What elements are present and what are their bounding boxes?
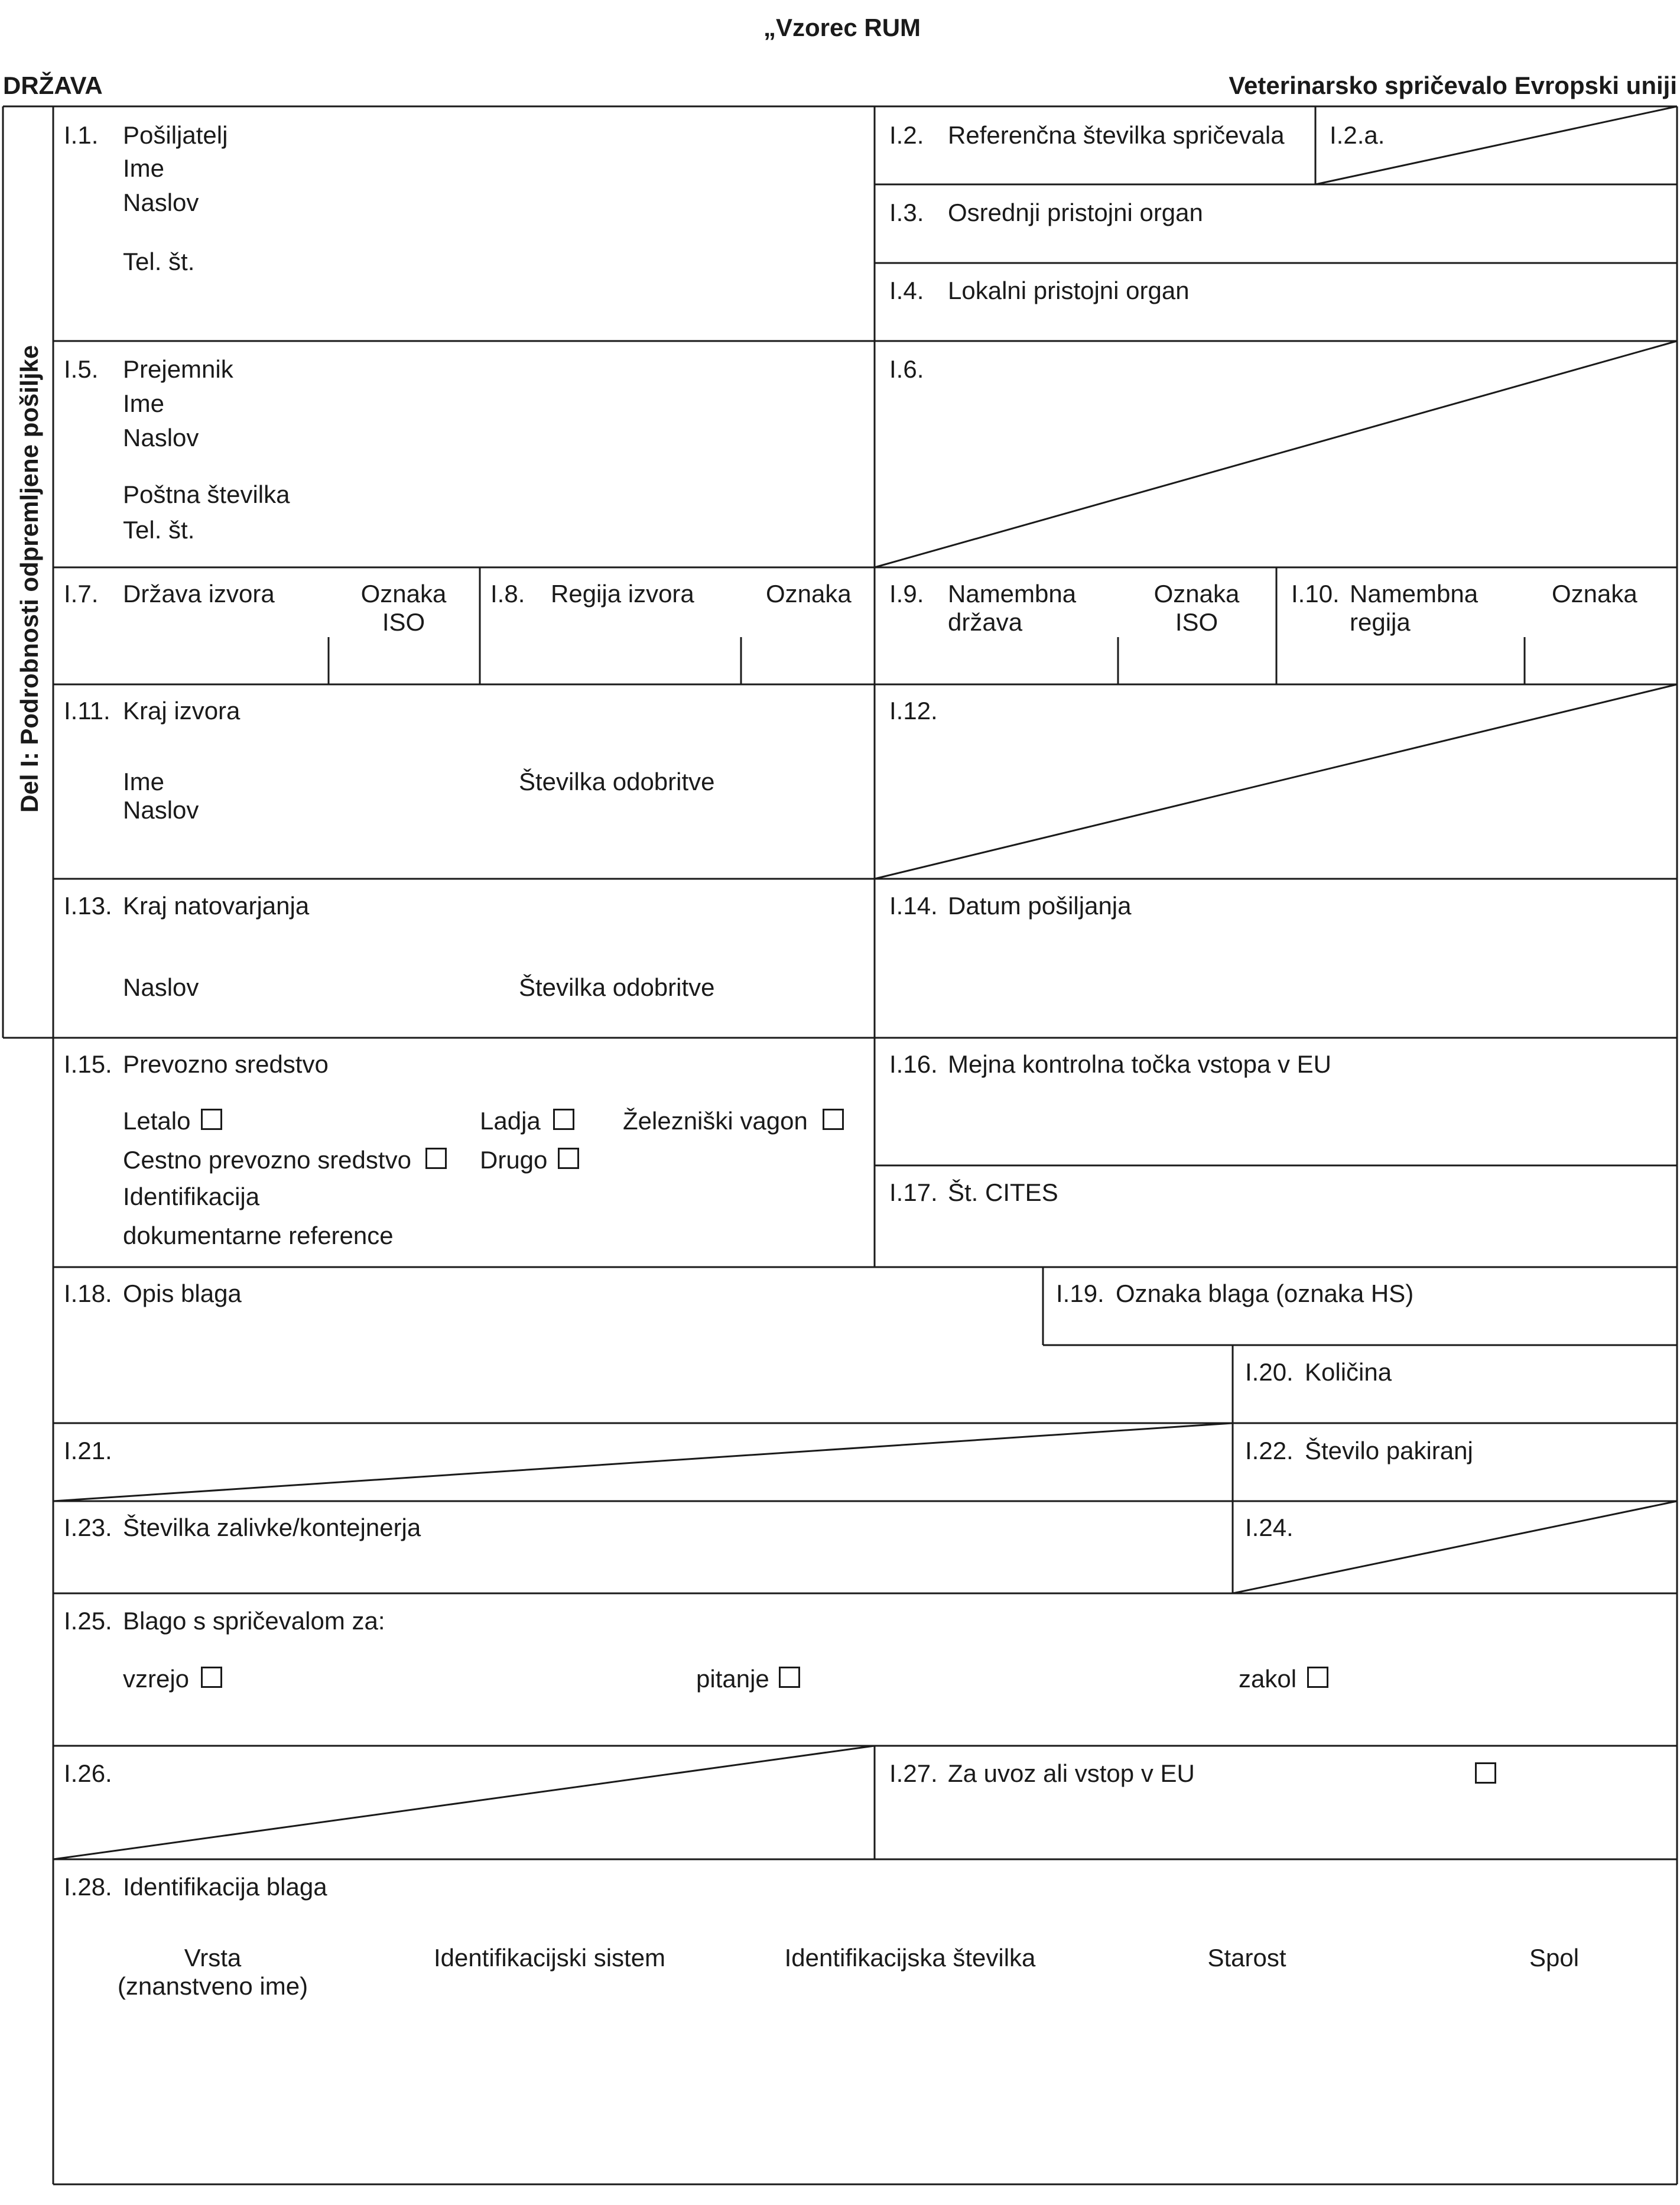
field-number: I.12. [889,697,938,725]
destination-country-label-2: država [948,608,1023,636]
iso-code-label: Oznaka [360,580,447,608]
commodity-description-label: Opis blaga [123,1280,242,1307]
fattening-label: pitanje [696,1665,769,1693]
field-number: I.14. [889,892,938,920]
quantity-label: Količina [1305,1358,1392,1386]
country-of-origin-label: Država izvora [123,580,275,608]
other-transport-label: Drugo [480,1146,548,1174]
identification-system-column-header: Identifikacijski sistem [433,1944,666,1972]
certificate-heading: Veterinarsko spričevalo Evropski uniji [1229,72,1677,99]
field-number: I.20. [1245,1358,1294,1386]
field-number: I.5. [64,355,99,383]
road-vehicle-label: Cestno prevozno sredstvo [123,1146,411,1174]
field-number: I.15. [64,1050,112,1078]
place-of-origin-label: Kraj izvora [123,697,241,725]
iso-code-label-2: ISO [382,608,425,636]
origin-approval-label: Številka odobritve [519,768,715,795]
field-number: I.10. [1291,580,1340,608]
field-number: I.13. [64,892,112,920]
field-number: I.25. [64,1607,112,1635]
ship-checkbox[interactable] [553,1109,574,1130]
field-number: I.22. [1245,1437,1294,1464]
field-number: I.19. [1056,1280,1104,1307]
commodity-code-label: Oznaka blaga (oznaka HS) [1116,1280,1414,1307]
iso-code-label-2: ISO [1175,608,1218,636]
destination-country-label: Namembna [948,580,1077,608]
consignor-name-label: Ime [123,154,165,182]
field-number: I.1. [64,121,99,149]
certified-for-label: Blago s spričevalom za: [123,1607,385,1635]
consignee-address-label: Naslov [123,424,199,452]
consignor-label: Pošiljatelj [123,121,228,149]
import-entry-label: Za uvoz ali vstop v EU [948,1759,1195,1787]
local-authority-label: Lokalni pristojni organ [948,277,1190,304]
cites-number-label: Št. CITES [948,1178,1058,1206]
field-number: I.4. [889,277,924,304]
field-number: I.8. [490,580,525,608]
consignee-postcode-label: Poštna številka [123,480,290,508]
identification-label: Identifikacija [123,1183,260,1210]
identification-number-column-header: Identifikacijska številka [784,1944,1036,1972]
consignee-tel-label: Tel. št. [123,516,195,544]
country-heading: DRŽAVA [3,72,103,99]
destination-region-label: Namembna [1350,580,1478,608]
certificate-reference-label: Referenčna številka spričevala [948,121,1285,149]
ship-label: Ladja [480,1107,541,1135]
species-column-subheader: (znanstveno ime) [117,1972,308,2000]
region-of-origin-label: Regija izvora [551,580,694,608]
departure-date-label: Datum pošiljanja [948,892,1132,920]
aeroplane-label: Letalo [123,1107,191,1135]
field-number: I.26. [64,1759,112,1787]
railway-wagon-label: Železniški vagon [623,1107,808,1135]
field-number: I.3. [889,199,924,226]
consignee-name-label: Ime [123,389,165,417]
documentary-references-label: dokumentarne reference [123,1222,394,1249]
form-title: „Vzorec RUM [763,14,921,41]
field-number: I.9. [889,580,924,608]
field-number: I.21. [64,1437,112,1464]
field-number: I.23. [64,1514,112,1541]
origin-name-label: Ime [123,768,165,795]
commodity-identification-label: Identifikacija blaga [123,1873,327,1901]
field-number: I.16. [889,1050,938,1078]
iso-code-label: Oznaka [1153,580,1240,608]
field-number: I.27. [889,1759,938,1787]
region-code-label: Oznaka [766,580,852,608]
consignor-tel-label: Tel. št. [123,248,195,275]
breeding-checkbox[interactable] [201,1667,222,1688]
region-code-label: Oznaka [1552,580,1637,608]
means-of-transport-label: Prevozno sredstvo [123,1050,329,1078]
field-number: I.24. [1245,1514,1294,1541]
seal-container-number-label: Številka zalivke/kontejnerja [123,1514,421,1541]
field-number: I.17. [889,1178,938,1206]
place-of-loading-label: Kraj natovarjanja [123,892,310,920]
central-authority-label: Osrednji pristojni organ [948,199,1203,226]
part-label: Del I: Podrobnosti odpremljene pošiljke [15,345,43,813]
field-number: I.7. [64,580,99,608]
import-entry-checkbox[interactable] [1475,1762,1496,1784]
field-number: I.2. [889,121,924,149]
field-number: I.2.a. [1330,121,1385,149]
origin-address-label: Naslov [123,796,199,824]
species-column-header: Vrsta [184,1944,242,1972]
field-number: I.6. [889,355,924,383]
consignor-address-label: Naslov [123,189,199,216]
railway-wagon-checkbox[interactable] [823,1109,844,1130]
sex-column-header: Spol [1529,1944,1580,1972]
fattening-checkbox[interactable] [779,1667,800,1688]
field-number: I.11. [64,697,111,725]
number-of-packages-label: Število pakiranj [1305,1437,1473,1464]
aeroplane-checkbox[interactable] [201,1109,222,1130]
consignee-label: Prejemnik [123,355,233,383]
border-inspection-post-label: Mejna kontrolna točka vstopa v EU [948,1050,1331,1078]
slaughter-checkbox[interactable] [1307,1667,1328,1688]
age-column-header: Starost [1207,1944,1286,1972]
field-number: I.28. [64,1873,112,1901]
breeding-label: vzrejo [123,1665,190,1693]
field-number: I.18. [64,1280,112,1307]
slaughter-label: zakol [1239,1665,1297,1693]
destination-region-label-2: regija [1350,608,1411,636]
other-transport-checkbox[interactable] [558,1148,579,1169]
loading-address-label: Naslov [123,973,199,1001]
road-vehicle-checkbox[interactable] [425,1148,447,1169]
loading-approval-label: Številka odobritve [519,973,715,1001]
